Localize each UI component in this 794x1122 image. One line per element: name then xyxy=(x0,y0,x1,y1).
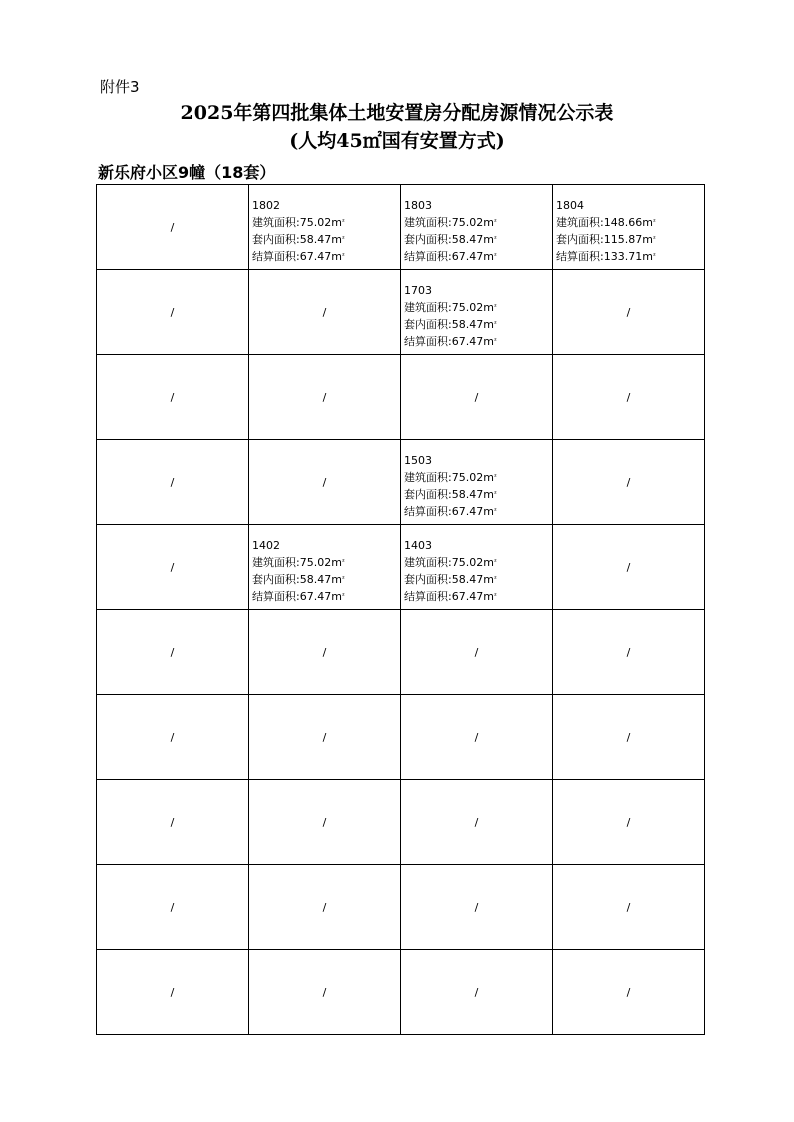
inner-area-value: 58.47 xyxy=(451,318,484,331)
housing-allocation-table xyxy=(96,184,705,1035)
building-area-value: 75.02 xyxy=(451,471,484,484)
room-number: 1802 xyxy=(252,199,280,212)
inner-area-label: 套内面积: xyxy=(404,233,452,246)
inner-area-value: 58.47 xyxy=(451,488,484,501)
unit-superscript: ² xyxy=(493,473,497,481)
table-cell xyxy=(97,355,249,440)
empty-cell-mark: / xyxy=(322,390,327,404)
settlement-area-label: 结算面积: xyxy=(404,590,452,603)
table-cell xyxy=(401,525,553,610)
empty-cell-mark: / xyxy=(170,645,175,659)
settlement-area-value: 67.47 xyxy=(299,250,332,263)
table-row xyxy=(97,780,705,865)
building-subtitle: 新乐府小区9幢（18套） xyxy=(98,163,276,182)
inner-area-value: 58.47 xyxy=(451,573,484,586)
settlement-area-label: 结算面积: xyxy=(404,505,452,518)
empty-cell-mark: / xyxy=(170,220,175,234)
building-area-line xyxy=(404,469,552,486)
table-cell xyxy=(553,865,705,950)
inner-area-value: 58.47 xyxy=(299,573,332,586)
settlement-area-label: 结算面积: xyxy=(252,250,300,263)
settlement-area-value: 67.47 xyxy=(299,590,332,603)
unit-superscript: ² xyxy=(493,490,497,498)
table-cell xyxy=(401,780,553,865)
attachment-label: 附件3 xyxy=(100,78,140,96)
inner-area-line xyxy=(404,316,552,333)
settlement-area-line xyxy=(404,333,552,350)
table-cell xyxy=(553,780,705,865)
empty-cell-mark: / xyxy=(322,645,327,659)
room-number: 1703 xyxy=(404,284,432,297)
unit-symbol: m xyxy=(642,216,653,229)
inner-area-value: 58.47 xyxy=(451,233,484,246)
table-cell xyxy=(249,610,401,695)
empty-cell-mark: / xyxy=(170,900,175,914)
table-row xyxy=(97,695,705,780)
unit-symbol: m xyxy=(483,505,494,518)
table-cell xyxy=(97,695,249,780)
table-cell xyxy=(97,780,249,865)
table-cell xyxy=(249,270,401,355)
table-row xyxy=(97,270,705,355)
empty-cell-mark: / xyxy=(322,985,327,999)
empty-cell-mark: / xyxy=(626,305,631,319)
table-row xyxy=(97,950,705,1035)
unit-superscript: ² xyxy=(493,337,497,345)
unit-info xyxy=(401,525,552,605)
table-cell xyxy=(401,610,553,695)
table-cell xyxy=(401,270,553,355)
empty-cell-mark: / xyxy=(474,645,479,659)
table-cell xyxy=(249,780,401,865)
table-cell xyxy=(401,865,553,950)
table-cell xyxy=(553,950,705,1035)
building-area-line xyxy=(252,214,400,231)
inner-area-line xyxy=(404,571,552,588)
inner-area-label: 套内面积: xyxy=(404,573,452,586)
settlement-area-line xyxy=(252,248,400,265)
building-area-line xyxy=(404,299,552,316)
table-cell xyxy=(553,440,705,525)
empty-cell-mark: / xyxy=(626,390,631,404)
settlement-area-line xyxy=(252,588,400,605)
unit-symbol: m xyxy=(642,233,653,246)
settlement-area-label: 结算面积: xyxy=(404,335,452,348)
table-cell xyxy=(97,440,249,525)
empty-cell-mark: / xyxy=(170,985,175,999)
inner-area-label: 套内面积: xyxy=(252,233,300,246)
table-row xyxy=(97,185,705,270)
empty-cell-mark: / xyxy=(322,475,327,489)
unit-symbol: m xyxy=(331,216,342,229)
empty-cell-mark: / xyxy=(170,815,175,829)
building-area-label: 建筑面积: xyxy=(252,216,300,229)
inner-area-line xyxy=(252,571,400,588)
unit-superscript: ² xyxy=(493,320,497,328)
table-cell xyxy=(553,695,705,780)
table-cell xyxy=(249,440,401,525)
table-cell xyxy=(401,695,553,780)
unit-symbol: m xyxy=(483,318,494,331)
table-cell xyxy=(249,355,401,440)
empty-cell-mark: / xyxy=(322,815,327,829)
unit-symbol: m xyxy=(483,573,494,586)
table-cell xyxy=(401,440,553,525)
inner-area-value: 115.87 xyxy=(603,233,643,246)
unit-superscript: ² xyxy=(493,235,497,243)
building-area-line xyxy=(404,554,552,571)
room-number: 1804 xyxy=(556,199,584,212)
unit-symbol: m xyxy=(483,488,494,501)
inner-area-label: 套内面积: xyxy=(404,488,452,501)
unit-superscript: ² xyxy=(341,252,345,260)
settlement-area-value: 67.47 xyxy=(451,505,484,518)
unit-symbol: m xyxy=(483,250,494,263)
unit-superscript: ² xyxy=(493,558,497,566)
inner-area-label: 套内面积: xyxy=(252,573,300,586)
building-area-label: 建筑面积: xyxy=(404,216,452,229)
empty-cell-mark: / xyxy=(170,560,175,574)
unit-symbol: m xyxy=(483,471,494,484)
settlement-area-value: 67.47 xyxy=(451,335,484,348)
unit-symbol: m xyxy=(483,590,494,603)
unit-symbol: m xyxy=(483,216,494,229)
building-area-line xyxy=(404,214,552,231)
building-area-value: 75.02 xyxy=(299,556,332,569)
inner-area-line xyxy=(252,231,400,248)
unit-superscript: ² xyxy=(493,592,497,600)
table-cell xyxy=(249,950,401,1035)
table-cell xyxy=(249,525,401,610)
unit-superscript: ² xyxy=(493,303,497,311)
unit-superscript: ² xyxy=(652,235,656,243)
inner-area-line xyxy=(556,231,704,248)
unit-superscript: ² xyxy=(493,575,497,583)
unit-info xyxy=(553,185,704,265)
settlement-area-label: 结算面积: xyxy=(556,250,604,263)
room-number: 1403 xyxy=(404,539,432,552)
unit-info xyxy=(249,185,400,265)
document-title-subline: (人均45㎡国有安置方式) xyxy=(289,130,505,152)
building-area-label: 建筑面积: xyxy=(404,301,452,314)
unit-info xyxy=(401,440,552,520)
empty-cell-mark: / xyxy=(626,985,631,999)
table-cell xyxy=(249,695,401,780)
empty-cell-mark: / xyxy=(322,730,327,744)
unit-superscript: ² xyxy=(652,218,656,226)
table-cell xyxy=(249,185,401,270)
room-number: 1803 xyxy=(404,199,432,212)
building-area-label: 建筑面积: xyxy=(556,216,604,229)
empty-cell-mark: / xyxy=(474,900,479,914)
table-cell xyxy=(97,950,249,1035)
table-cell xyxy=(249,865,401,950)
table-cell xyxy=(97,525,249,610)
unit-info xyxy=(249,525,400,605)
table-row xyxy=(97,610,705,695)
unit-symbol: m xyxy=(483,301,494,314)
unit-symbol: m xyxy=(331,573,342,586)
unit-symbol: m xyxy=(483,233,494,246)
empty-cell-mark: / xyxy=(626,900,631,914)
unit-superscript: ² xyxy=(341,592,345,600)
unit-symbol: m xyxy=(483,556,494,569)
table-row xyxy=(97,355,705,440)
room-number: 1402 xyxy=(252,539,280,552)
empty-cell-mark: / xyxy=(626,730,631,744)
empty-cell-mark: / xyxy=(474,730,479,744)
empty-cell-mark: / xyxy=(474,815,479,829)
settlement-area-value: 67.47 xyxy=(451,590,484,603)
settlement-area-line xyxy=(404,588,552,605)
unit-superscript: ² xyxy=(493,507,497,515)
document-title: 2025年第四批集体土地安置房分配房源情况公示表 xyxy=(180,102,614,124)
table-cell xyxy=(401,950,553,1035)
table-row xyxy=(97,525,705,610)
table-cell xyxy=(553,525,705,610)
unit-info xyxy=(401,185,552,265)
empty-cell-mark: / xyxy=(322,900,327,914)
table-cell xyxy=(553,270,705,355)
building-area-label: 建筑面积: xyxy=(404,556,452,569)
inner-area-line xyxy=(404,486,552,503)
settlement-area-line xyxy=(404,503,552,520)
empty-cell-mark: / xyxy=(170,305,175,319)
unit-symbol: m xyxy=(331,556,342,569)
inner-area-label: 套内面积: xyxy=(404,318,452,331)
unit-superscript: ² xyxy=(493,252,497,260)
table-cell xyxy=(97,865,249,950)
table-cell xyxy=(97,610,249,695)
building-area-value: 148.66 xyxy=(603,216,643,229)
empty-cell-mark: / xyxy=(626,475,631,489)
empty-cell-mark: / xyxy=(474,390,479,404)
unit-symbol: m xyxy=(483,335,494,348)
room-number: 1503 xyxy=(404,454,432,467)
empty-cell-mark: / xyxy=(626,645,631,659)
table-row xyxy=(97,440,705,525)
empty-cell-mark: / xyxy=(170,390,175,404)
unit-superscript: ² xyxy=(652,252,656,260)
empty-cell-mark: / xyxy=(170,475,175,489)
unit-superscript: ² xyxy=(341,218,345,226)
settlement-area-value: 133.71 xyxy=(603,250,643,263)
building-area-value: 75.02 xyxy=(451,556,484,569)
settlement-area-line xyxy=(404,248,552,265)
building-area-value: 75.02 xyxy=(299,216,332,229)
settlement-area-label: 结算面积: xyxy=(404,250,452,263)
unit-symbol: m xyxy=(331,590,342,603)
table-cell xyxy=(401,185,553,270)
building-area-label: 建筑面积: xyxy=(404,471,452,484)
settlement-area-line xyxy=(556,248,704,265)
unit-symbol: m xyxy=(331,250,342,263)
empty-cell-mark: / xyxy=(322,305,327,319)
table-row xyxy=(97,865,705,950)
building-area-label: 建筑面积: xyxy=(252,556,300,569)
building-area-line xyxy=(556,214,704,231)
building-area-value: 75.02 xyxy=(451,216,484,229)
unit-superscript: ² xyxy=(493,218,497,226)
unit-symbol: m xyxy=(331,233,342,246)
building-area-line xyxy=(252,554,400,571)
empty-cell-mark: / xyxy=(626,815,631,829)
unit-info xyxy=(401,270,552,350)
table-cell xyxy=(553,185,705,270)
empty-cell-mark: / xyxy=(474,985,479,999)
unit-symbol: m xyxy=(642,250,653,263)
building-area-value: 75.02 xyxy=(451,301,484,314)
table-cell xyxy=(553,610,705,695)
table-cell xyxy=(553,355,705,440)
empty-cell-mark: / xyxy=(170,730,175,744)
settlement-area-value: 67.47 xyxy=(451,250,484,263)
table-cell xyxy=(401,355,553,440)
unit-superscript: ² xyxy=(341,558,345,566)
settlement-area-label: 结算面积: xyxy=(252,590,300,603)
unit-superscript: ² xyxy=(341,235,345,243)
inner-area-line xyxy=(404,231,552,248)
empty-cell-mark: / xyxy=(626,560,631,574)
inner-area-label: 套内面积: xyxy=(556,233,604,246)
unit-superscript: ² xyxy=(341,575,345,583)
table-cell xyxy=(97,270,249,355)
table-cell xyxy=(97,185,249,270)
table-body xyxy=(97,185,705,1035)
inner-area-value: 58.47 xyxy=(299,233,332,246)
